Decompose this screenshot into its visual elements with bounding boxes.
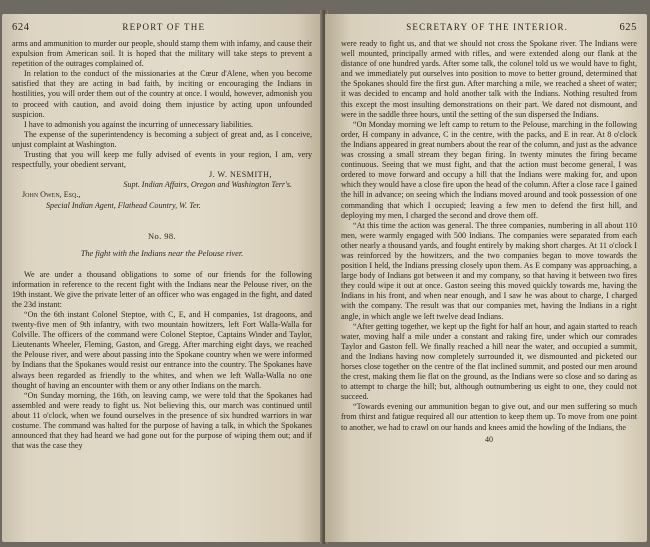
- right-paragraph-3: “At this time the action was general. The three companies, numbering in all about 110 men, were warmly engaged with 500 Indians. The companies were separated from each other nearly a thousand yards, and fought entirely by making short charges. At 11 o'clock I was reinforced by the howitzers, and the two companies began to move towards the position I held, the Indians pressing closely upon them. As E company was approaching, a large body of Indians got between it and my company, so that having it between two fires they could wipe it out at once. Gaston seeing this moved quickly towards me, having the Indians in his front, and when near enough, and I saw he was about to charge, I charged with the company. The result was that our companies met, having the Indians in a right angle, in which angle we left twelve dead Indians.: [341, 220, 637, 321]
- right-paragraph-5: “Towards evening our ammunition began to give out, and our men suffering so much from thirst and fatigue required all our attention to keep them up. To move from one point to another, we had to crawl on our hands and knees amid the howling of the Indians, the: [341, 402, 637, 432]
- right-page-number: 625: [619, 22, 637, 33]
- signature-mark: 40: [485, 434, 493, 444]
- signature-title: Supt. Indian Affairs, Oregon and Washington Terr's.: [123, 180, 292, 190]
- addressee: John Owen, Esq.,: [22, 190, 81, 200]
- left-page-number: 624: [12, 22, 30, 33]
- right-running-head: SECRETARY OF THE INTERIOR.: [406, 22, 569, 32]
- right-page: [325, 14, 647, 542]
- right-paragraph-1: were ready to fight us, and that we should not cross the Spokane river. The Indians were well mounted, principally armed with rifles, and were extended along our flank at the distance of one hundred yards. After some talk, the colonel told us we would have to fight, and we immediately put ourselves into position to move to better ground, determined that the Spokanes should fire the first gun. After marching a mile, we reached a sheet of water; it was decided to encamp and hold another talk with the Indians. Nothing resulted from this except the most insulting demonstrations on their part. We dared not dismount, and were in the saddle three hours, until the setting of the sun dispersed the Indians.: [341, 39, 637, 119]
- left-page-header: [12, 22, 312, 33]
- left-paragraph-7: “On the 6th instant Colonel Steptoe, with C, E, and H companies, 1st dragoons, and twenty-five men of 9th infantry, with two mountain howitzers, left Fort Walla-Walla for Colville. The officers of the command were Colonel Steptoe, Captains Winder and Taylor, Lieutenants Wheeler, Fleming, Gaston, and Gregg. After marching eight days, we reached the Pelouse river, and were about passing into the Spokane country when we were informed by Indians that the Spokanes would resist our entrance into the country. The Spokanes have always been regarded as friendly to the whites, and when we left Walla-Walla no one thought of having an encounter with them or any other Indians on the march.: [12, 309, 312, 390]
- left-paragraph-2: In relation to the conduct of the missionaries at the Cœur d'Alene, when you become satisfied that they are acting in bad faith, by inciting or encouraging the Indians in hostilities, you will order them out of the country at once. I would, however, admonish you to proceed with caution, and avoid doing them injustice by acting upon unfounded suspicion.: [12, 69, 312, 119]
- document-title: The fight with the Indians near the Pelouse river.: [80, 248, 244, 258]
- right-page-header: [341, 22, 637, 33]
- left-paragraph-6: We are under a thousand obligations to some of our friends for the following information in reference to the recent fight with the Indians near the Pelouse river, on the 19th instant. We give the private letter of an officer who was engaged in the fight, and dated the 23d instant:: [12, 269, 312, 309]
- signature-name: J. W. NESMITH,: [209, 170, 272, 180]
- left-paragraph-8: “On Sunday morning, the 16th, on leaving camp, we were told that the Spokanes had assembled and were ready to fight us. Not believing this, our march was continued until about 11 o'clock, when we found ourselves in the presence of six hundred warriors in war costume. The command was halted for the purpose of having a talk, in which the Spokanes announced that they had heard we had gone out for the purpose of wiping them out; and if that was the case they: [12, 390, 312, 451]
- right-paragraph-4: “After getting together, we kept up the fight for half an hour, and again started to reach water, moving half a mile under a constant and raking fire, under which our comrades Taylor and Gaston fell. We finally reached a hill near the water, and occupied a summit, and the Indians having now completely surrounded it, we dismounted and picketed our horses close together on the centre of the flat inclined summit, and posted our men around the crest, making them lie flat on the ground, as the Indians were so close and so daring as to attempt to charge the hill; but, although outnumbering us eight to one, they could not succeed.: [341, 321, 637, 402]
- left-paragraph-5: Trusting that you will keep me fully advised of events in your region, I am, very respectfully, your obedient servant,: [12, 150, 312, 170]
- left-paragraph-3: I have to admonish you against the incurring of unnecessary liabilities.: [24, 119, 254, 129]
- left-page: [2, 14, 323, 542]
- addressee-title: Special Indian Agent, Flathead Country, W. Ter.: [46, 200, 201, 210]
- left-paragraph-4: The expense of the superintendency is becoming a subject of great and, as I conceive, unjust complaint at Washington.: [12, 129, 312, 149]
- left-running-head: REPORT OF THE: [122, 22, 206, 32]
- right-paragraph-2: “On Monday morning we left camp to return to the Pelouse, marching in the following order, H company in advance, C in the centre, with the packs, and E in rear. At 8 o'clock the Indians appeared in great numbers about the rear of the column, and just as the advance was crossing a small stream they began firing. In twenty minutes the firing became continuous. Seeing that we must fight, and that the action must become general, I was ordered to move forward and occupy a hill that the Indians were making for, and upon which they would have a close fire upon the head of the column. After a close race I gained the hill in advance; on seeing which the Indians moved around and took possession of one commanding that which I occupied; leaving a few men to defend the first hill, and deploying my men, I charged the second and drove them off.: [341, 119, 637, 220]
- left-paragraph-1: arms and ammunition to murder our people, should stamp them with infamy, and cause their expulsion from American soil. It is hoped that the military will take steps to prevent a repetition of the outrages complained of.: [12, 39, 312, 69]
- document-number: No. 98.: [147, 230, 177, 241]
